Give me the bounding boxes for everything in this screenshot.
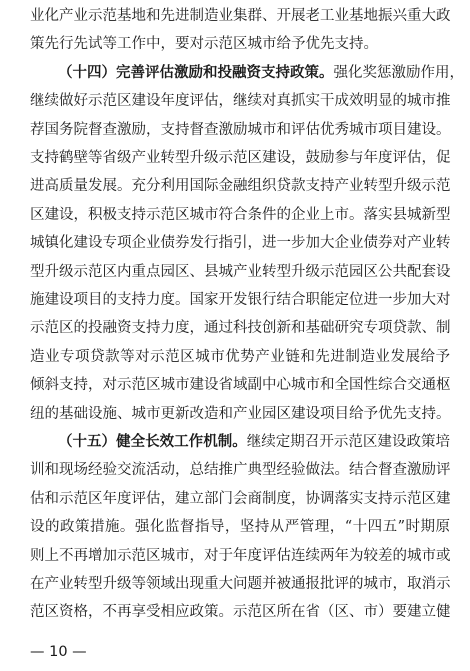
page-number: — 10 — [30,644,87,660]
text-line [30,32,450,56]
text-line [30,458,450,482]
line-text: 训和现场经验交流活动，总结推广典型经验做法。结合督查激励评 [30,462,451,479]
text-line [58,430,450,454]
line-text: 城镇化建设专项企业债券发行指引，进一步加大企业债券对产业转 [30,235,451,252]
line-text: 策先行先试等工作中，要对示范区城市给予优先支持。 [30,36,378,53]
text-line [30,544,450,568]
line-text: 施建设项目的支持力度。国家开发银行结合职能定位进一步加大对 [30,292,451,308]
text-line [30,515,450,539]
text-line [30,260,450,284]
line-text: 范区资格，不再享受相应政策。示范区所在省（区、市）要建立健 [30,604,451,621]
text-line [30,231,450,255]
line-text: 业化产业示范基地和先进制造业集群、开展老工业基地振兴重大政 [30,8,451,24]
text-line [30,402,450,426]
text-line [30,4,450,28]
text-line [30,316,450,340]
line-text: 则上不再增加示范区城市，对于年度评估连续两年为较差的城市或 [30,547,451,564]
line-text: 造业专项贷款等对示范区城市优势产业链和先进制造业发展给予 [30,348,450,365]
text-line [58,61,464,85]
line-text: 在产业转型升级等领域出现重大问题并被通报批评的城市，取消示 [30,576,451,592]
line-text: 纽的基础设施、城市更新改造和产业园区建设项目给予优先支持。 [30,405,451,422]
section-heading: （十五）健全长效工作机制。 [58,434,247,450]
line-text: 区建设，积极支持示范区城市符合条件的企业上市。落实县城新型 [30,206,451,223]
text-line [30,600,450,624]
text-line [30,89,450,113]
line-text: 倾斜支持，对示范区城市建设省域副中心城市和全国性综合交通枢 [30,377,451,394]
text-line [30,203,450,227]
text-line [30,174,450,198]
text-line [30,487,450,511]
line-text: 型升级示范区内重点园区、县城产业转型升级示范园区公共配套设 [30,263,451,280]
line-text: 继续定期召开示范区建设政策培 [246,434,450,450]
section-heading: （十四）完善评估激励和投融资支持政策。 [58,64,334,81]
line-text: 支持鹤壁等省级产业转型升级示范区建设，鼓励参与年度评估，促 [30,150,451,166]
line-text: 估和示范区年度评估，建立部门会商制度，协调落实支持示范区建 [30,490,451,507]
line-text: 示范区的投融资支持力度，通过科技创新和基础研究专项贷款、制 [30,320,451,337]
text-line [30,572,450,596]
line-text: 荐国务院督查激励，支持督查激励城市和评估优秀城市项目建设。 [30,121,451,138]
text-line [30,146,450,170]
text-line [30,118,450,142]
line-text: 设的政策措施。强化监督指导，坚持从严管理，“十四五”时期原 [30,519,450,536]
line-text: 强化奖惩激励作用， [333,64,464,81]
text-line [30,288,450,312]
text-line [30,345,450,369]
line-text: 继续做好示范区建设年度评估，继续对真抓实干成效明显的城市推 [30,93,451,110]
line-text: 进高质量发展。充分利用国际金融组织贷款支持产业转型升级示范 [30,178,451,195]
text-line [30,373,450,397]
